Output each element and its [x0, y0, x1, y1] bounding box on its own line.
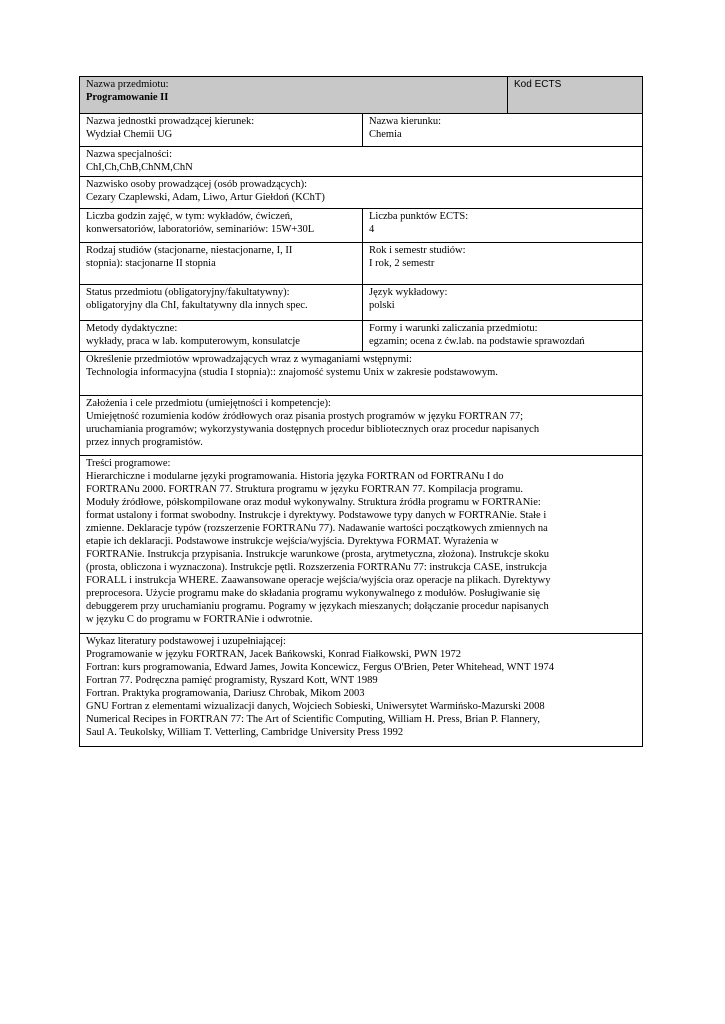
- content-cell: [80, 456, 643, 634]
- study-type-line2: stopnia): stacjonarne II stopnia: [86, 258, 216, 269]
- study-type-cell: [80, 243, 363, 285]
- ects-code-label: Kod ECTS: [514, 79, 562, 90]
- literature-item: Fortran: kurs programowania, Edward James, Jowita Koncewicz, Fergus O'Brien, Peter Whitehead, WNT 1974: [86, 662, 554, 673]
- ects-code-cell: [508, 77, 643, 114]
- study-type-row: [80, 243, 643, 285]
- year-semester-value: I rok, 2 semestr: [369, 258, 435, 269]
- language-label: Język wykładowy:: [369, 287, 448, 298]
- literature-item: Numerical Recipes in FORTRAN 77: The Art of Scientific Computing, William H. Press, Brian P. Flannery,: [86, 714, 540, 725]
- course-name-row: [80, 77, 643, 114]
- status-row: [80, 285, 643, 321]
- study-type-line1: Rodzaj studiów (stacjonarne, niestacjonarne, I, II: [86, 245, 293, 256]
- ects-points-cell: [363, 209, 643, 243]
- content-line: FORTRANie. Instrukcja przypisania. Instrukcje warunkowe (prosta, arytmetyczna, złożona). Instrukcje skoku: [86, 549, 549, 560]
- objectives-label: Założenia i cele przedmiotu (umiejętności i kompetencje):: [86, 398, 331, 409]
- content-line: preprocesora. Użycie programu make do składania programu wykonywalnego z modułów. Posługiwanie się: [86, 588, 540, 599]
- status-cell: [80, 285, 363, 321]
- content-line: Moduły źródłowe, półskompilowane oraz moduł wykonywalny. Struktura źródła programu w FORTRANie:: [86, 497, 541, 508]
- course-name-value: Programowanie II: [86, 92, 169, 103]
- teachers-label: Nazwisko osoby prowadzącej (osób prowadzących):: [86, 179, 308, 190]
- literature-item: Fortran. Praktyka programowania, Dariusz Chrobak, Mikom 2003: [86, 688, 365, 699]
- content-line: etapie ich deklaracji. Podstawowe instrukcje wejścia/wyjścia. Dyrektywa FORMAT. Wyrażenia w: [86, 536, 499, 547]
- objectives-row: [80, 396, 643, 456]
- literature-cell: [80, 634, 643, 747]
- content-line: zmienne. Deklaracje typów (rozszerzenie FORTRANu 77). Nadawanie wartości początkowych zmiennych na: [86, 523, 548, 534]
- content-line: debuggerem przy uruchamianiu programu. Pogramy w językach mieszanych; dołączanie procedur napisanych: [86, 601, 549, 612]
- unit-row: [80, 114, 643, 147]
- specialty-cell: [80, 147, 643, 177]
- content-label: Treści programowe:: [86, 458, 171, 469]
- objectives-cell: [80, 396, 643, 456]
- status-value: obligatoryjny dla ChI, fakultatywny dla innych spec.: [86, 300, 308, 311]
- objectives-line: przez innych programistów.: [86, 437, 203, 448]
- prerequisites-value: Technologia informacyjna (studia I stopnia):: znajomość systemu Unix w zakresie podstawowym.: [86, 367, 498, 378]
- objectives-line: Umiejętność rozumienia kodów źródłowych oraz pisania prostych programów w języku FORTRAN 77;: [86, 411, 524, 422]
- field-label: Nazwa kierunku:: [369, 116, 442, 127]
- status-label: Status przedmiotu (obligatoryjny/fakultatywny):: [86, 287, 290, 298]
- language-value: polski: [369, 300, 395, 311]
- prerequisites-row: [80, 352, 643, 396]
- specialty-row: [80, 147, 643, 177]
- content-row: [80, 456, 643, 634]
- content-line: FORTRANu 2000. FORTRAN 77. Struktura programu w języku FORTRAN 77. Kompilacja programu.: [86, 484, 524, 495]
- assessment-cell: [363, 321, 643, 352]
- literature-item: Programowanie w języku FORTRAN, Jacek Bańkowski, Konrad Fiałkowski, PWN 1972: [86, 649, 461, 660]
- literature-label: Wykaz literatury podstawowej i uzupełniającej:: [86, 636, 286, 647]
- ects-points-value: 4: [369, 224, 375, 235]
- methods-cell: [80, 321, 363, 352]
- language-cell: [363, 285, 643, 321]
- year-semester-cell: [363, 243, 643, 285]
- content-line: (prosta, obliczona i wyznaczona). Instrukcje pętli. Rozszerzenia FORTRANu 77: instrukcja CASE, instrukcja: [86, 562, 547, 573]
- literature-row: [80, 634, 643, 747]
- literature-item: Saul A. Teukolsky, William T. Vetterling, Cambridge University Press 1992: [86, 727, 404, 738]
- assessment-label: Formy i warunki zaliczania przedmiotu:: [369, 323, 538, 334]
- unit-cell: [80, 114, 363, 147]
- assessment-value: egzamin; ocena z ćw.lab. na podstawie sprawozdań: [369, 336, 585, 347]
- prerequisites-cell: [80, 352, 643, 396]
- content-line: format ustalony i format swobodny. Instrukcje i dyrektywy. Podstawowe typy danych w FORTRANie. Stałe i: [86, 510, 547, 521]
- hours-row: [80, 209, 643, 243]
- hours-label-line1: Liczba godzin zajęć, w tym: wykładów, ćwiczeń,: [86, 211, 293, 222]
- teachers-row: [80, 177, 643, 209]
- hours-cell: [80, 209, 363, 243]
- content-line: w języku C do programu w FORTRANie i odwrotnie.: [86, 614, 313, 625]
- methods-value: wykłady, praca w lab. komputerowym, konsulatcje: [86, 336, 300, 347]
- content-line: FORALL i instrukcja WHERE. Zaawansowane operacje wejścia/wyjścia oraz operacje na plikach. Dyrektywy: [86, 575, 551, 586]
- teachers-cell: [80, 177, 643, 209]
- course-name-label: Nazwa przedmiotu:: [86, 79, 169, 90]
- specialty-label: Nazwa specjalności:: [86, 149, 173, 160]
- ects-points-label: Liczba punktów ECTS:: [369, 211, 469, 222]
- methods-label: Metody dydaktyczne:: [86, 323, 178, 334]
- syllabus-table: [79, 76, 643, 747]
- field-value: Chemia: [369, 129, 402, 140]
- teachers-value: Cezary Czaplewski, Adam, Liwo, Artur Giełdoń (KChT): [86, 192, 325, 203]
- unit-value: Wydział Chemii UG: [86, 129, 173, 140]
- course-name-cell: [80, 77, 508, 114]
- methods-row: [80, 321, 643, 352]
- content-line: Hierarchiczne i modularne języki programowania. Historia języka FORTRAN od FORTRANu I do: [86, 471, 504, 482]
- literature-item: GNU Fortran z elementami wizualizacji danych, Wojciech Sobieski, Uniwersytet Warmińsko-Mazurski 2008: [86, 701, 545, 712]
- hours-label-line2: konwersatoriów, laboratoriów, seminariów: 15W+30L: [86, 224, 315, 235]
- unit-label: Nazwa jednostki prowadzącej kierunek:: [86, 116, 255, 127]
- field-cell: [363, 114, 643, 147]
- literature-item: Fortran 77. Podręczna pamięć programisty, Ryszard Kott, WNT 1989: [86, 675, 378, 686]
- objectives-line: uruchamiania programów; wykorzystywania dostępnych procedur bibliotecznych oraz procedur napisanych: [86, 424, 540, 435]
- prerequisites-label: Określenie przedmiotów wprowadzających wraz z wymaganiami wstępnymi:: [86, 354, 412, 365]
- year-semester-label: Rok i semestr studiów:: [369, 245, 466, 256]
- specialty-value: ChI,Ch,ChB,ChNM,ChN: [86, 162, 193, 173]
